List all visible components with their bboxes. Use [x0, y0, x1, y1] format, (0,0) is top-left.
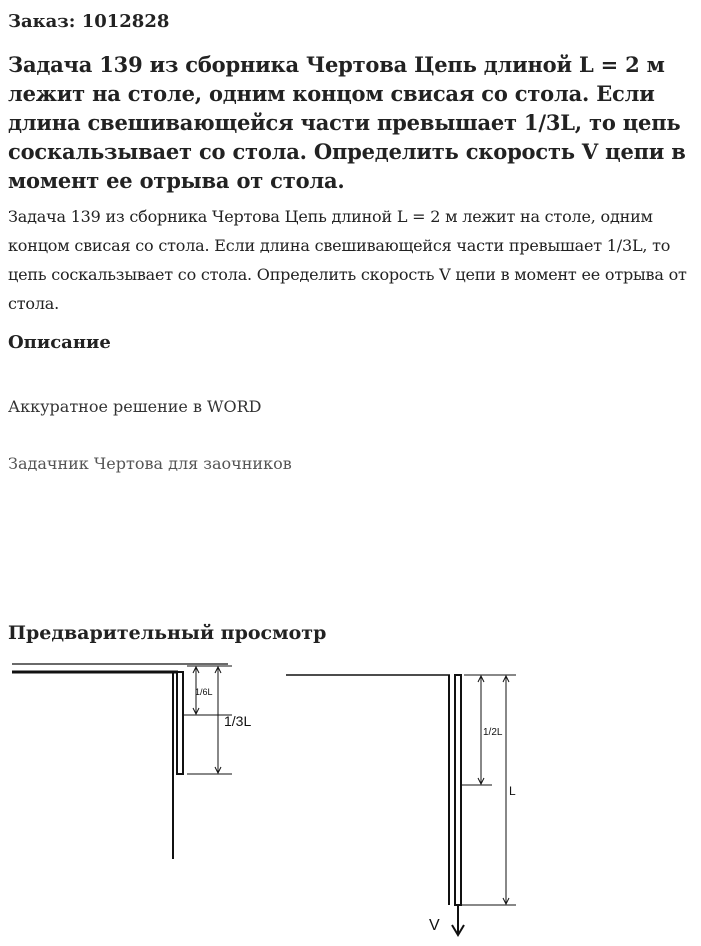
left-chain-hanging	[177, 672, 183, 774]
right-diagram	[286, 675, 516, 935]
right-large-label: L	[509, 784, 516, 798]
left-small-label: 1/6L	[195, 687, 213, 697]
left-large-label: 1/3L	[224, 713, 252, 729]
task-title: Задача 139 из сборника Чертова Цепь длиной L = 2 м лежит на столе, одним концом свисая со стола. Если длина свешивающейся части превышает 1/3L, то цепь соскальзывает со стола. Определить скорость V цепи в момент ее отрыва от стола.	[8, 52, 686, 193]
preview-heading: Предварительный просмотр	[8, 622, 327, 644]
right-chain-hanging	[455, 675, 461, 905]
source-note: Задачник Чертова для заочников	[8, 454, 292, 473]
solution-note: Аккуратное решение в WORD	[8, 397, 262, 416]
order-number: Заказ: 1012828	[8, 11, 170, 32]
right-small-label: 1/2L	[483, 727, 503, 738]
task-text: Задача 139 из сборника Чертова Цепь длиной L = 2 м лежит на столе, одним концом свисая со стола. Если длина свешивающейся части превышает 1/3L, то цепь соскальзывает со стола. Определить скорость V цепи в момент ее отрыва от стола.	[8, 207, 687, 313]
preview-figure	[0, 655, 701, 946]
velocity-label: V	[429, 917, 440, 934]
description-heading: Описание	[8, 332, 111, 353]
